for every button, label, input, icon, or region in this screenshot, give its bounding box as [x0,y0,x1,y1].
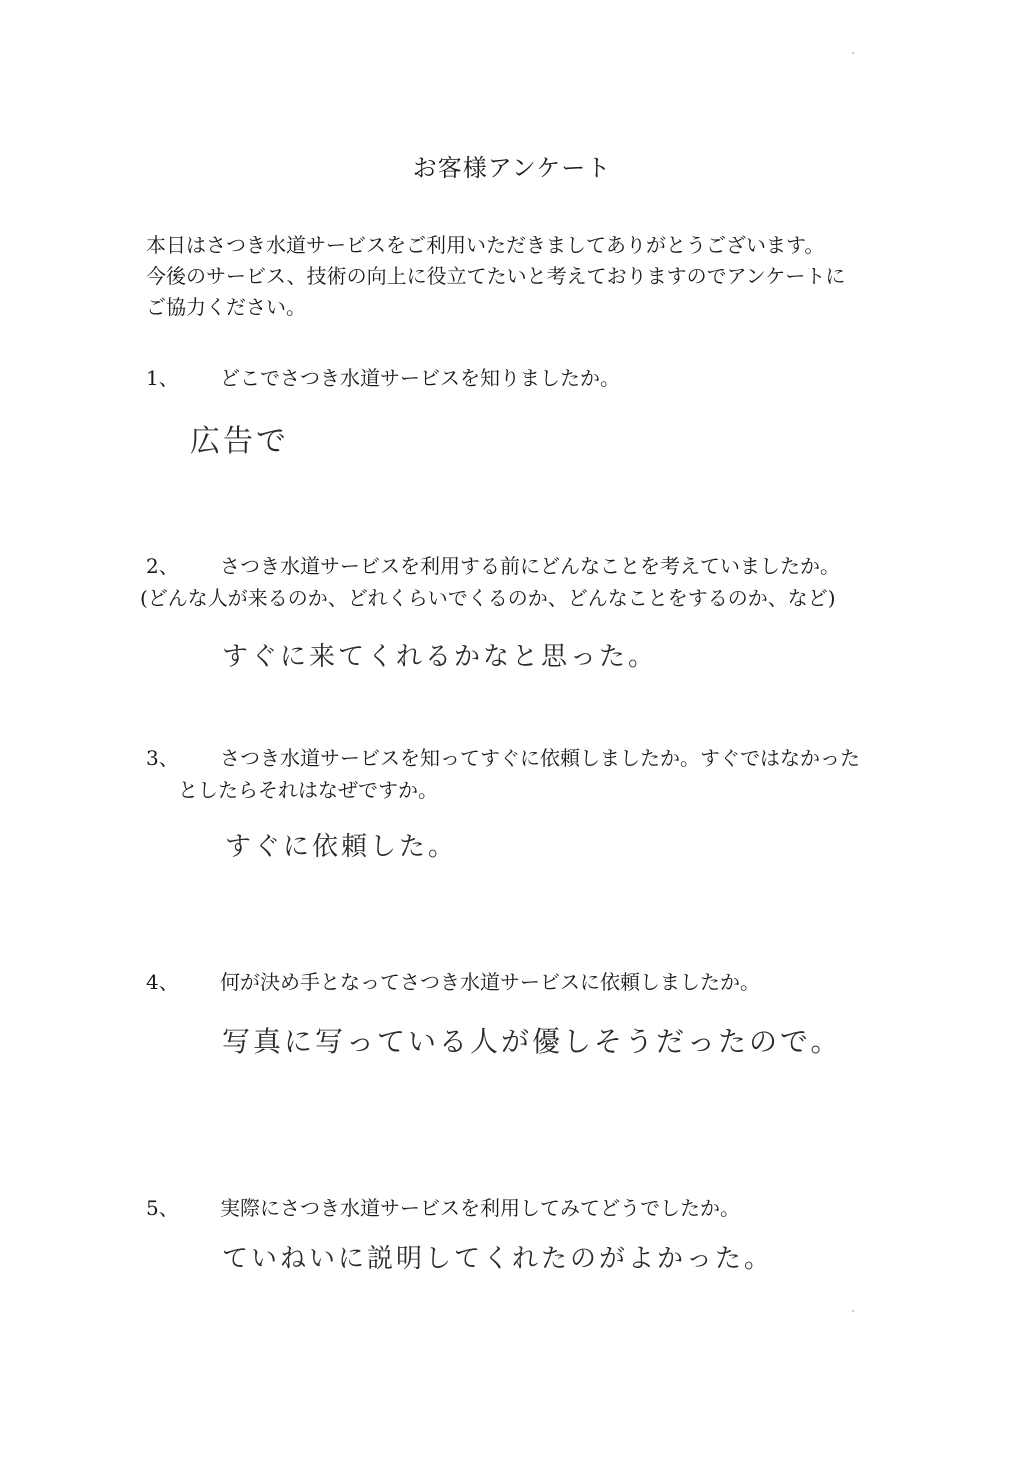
question-2-text: さつき水道サービスを利用する前にどんなことを考えていましたか。 [220,554,840,578]
question-3-text: さつき水道サービスを知ってすぐに依頼しましたか。すぐではなかった [220,746,860,770]
question-1-text: どこでさつき水道サービスを知りましたか。 [220,366,620,390]
question-4-text: 何が決め手となってさつき水道サービスに依頼しましたか。 [220,970,760,994]
question-5-answer: ていねいに説明してくれたのがよかった。 [222,1244,774,1274]
intro-line: 今後のサービス、技術の向上に役立てたいと考えておりますのでアンケートに [146,264,846,288]
intro-paragraph [146,230,906,323]
question-5-text: 実際にさつき水道サービスを利用してみてどうでしたか。 [220,1196,740,1220]
question-1-answer: 広告で [190,424,289,459]
question-4-answer: 写真に写っている人が優しそうだったので。 [222,1025,842,1058]
question-3-subtext: としたらそれはなぜですか。 [178,778,438,802]
question-1-number: 1、 [146,366,179,390]
question-5-number: 5、 [146,1196,179,1220]
question-2-answer: すぐに来てくれるかなと思った。 [222,642,658,672]
question-2-subtext: (どんな人が来るのか、どれくらいでくるのか、どんなことをするのか、など) [140,586,836,610]
intro-line: ご協力ください。 [146,295,306,319]
question-3-number: 3、 [146,746,179,770]
question-2-number: 2、 [146,554,179,578]
scan-speck [852,1310,854,1312]
question-4-number: 4、 [146,970,179,994]
page-title: お客様アンケート [412,154,612,182]
scan-speck [852,52,854,54]
question-3-answer: すぐに依頼した。 [225,832,458,862]
intro-line: 本日はさつき水道サービスをご利用いただきましてありがとうございます。 [146,233,825,257]
